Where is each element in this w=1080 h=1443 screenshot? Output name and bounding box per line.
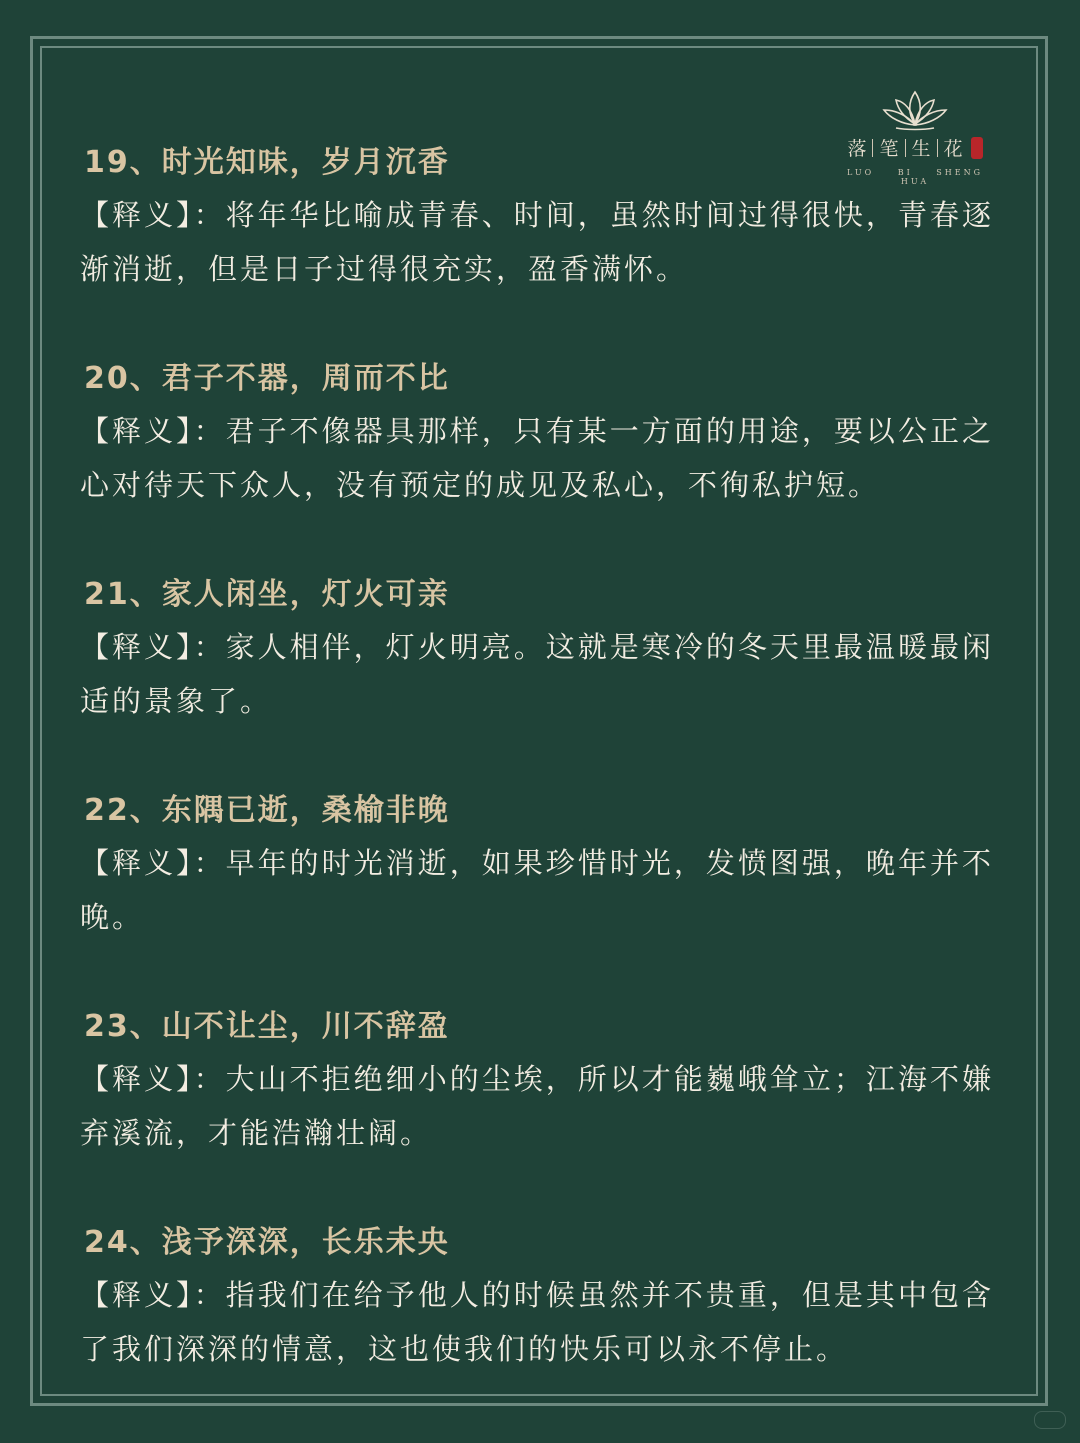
idiom-title: 24、浅予深深，长乐未央 bbox=[84, 1225, 450, 1260]
idiom-list bbox=[80, 138, 994, 1434]
idiom-entry bbox=[80, 1002, 994, 1218]
watermark-badge bbox=[1034, 1411, 1066, 1429]
brand-pinyin: LUO BI SHENG HUA bbox=[847, 168, 983, 186]
idiom-title: 22、东隅已逝，桑榆非晚 bbox=[84, 793, 450, 828]
idiom-title: 23、山不让尘，川不辞盈 bbox=[84, 1009, 450, 1044]
idiom-explanation: 【释义】：大山不拒绝细小的尘埃，所以才能巍峨耸立；江海不嫌弃溪流，才能浩瀚壮阔。 bbox=[80, 1062, 994, 1150]
idiom-explanation: 【释义】：早年的时光消逝，如果珍惜时光，发愤图强，晚年并不晚。 bbox=[80, 846, 994, 934]
idiom-entry bbox=[80, 786, 994, 1002]
idiom-entry bbox=[80, 138, 994, 354]
idiom-entry bbox=[80, 1218, 994, 1434]
idiom-title: 20、君子不器，周而不比 bbox=[84, 361, 450, 396]
brand-char-4: 花 bbox=[943, 138, 963, 160]
brand-char-1: 落 bbox=[847, 138, 867, 160]
idiom-explanation: 【释义】：将年华比喻成青春、时间，虽然时间过得很快，青春逐渐消逝，但是日子过得很充实，盈香满怀。 bbox=[80, 198, 994, 286]
idiom-entry bbox=[80, 570, 994, 786]
idiom-title: 19、时光知味，岁月沉香 bbox=[84, 145, 450, 180]
idiom-explanation: 【释义】：家人相伴，灯火明亮。这就是寒冷的冬天里最温暖最闲适的景象了。 bbox=[80, 630, 994, 718]
brand-char-2: 笔 bbox=[879, 138, 899, 160]
brand-char-3: 生 bbox=[911, 138, 931, 160]
lotus-icon bbox=[872, 88, 958, 132]
idiom-explanation: 【释义】：君子不像器具那样，只有某一方面的用途，要以公正之心对待天下众人，没有预定的成见及私心，不徇私护短。 bbox=[80, 414, 994, 502]
idiom-explanation: 【释义】：指我们在给予他人的时候虽然并不贵重，但是其中包含了我们深深的情意，这也使我们的快乐可以永不停止。 bbox=[80, 1278, 994, 1366]
idiom-entry bbox=[80, 354, 994, 570]
idiom-title: 21、家人闲坐，灯火可亲 bbox=[84, 577, 450, 612]
